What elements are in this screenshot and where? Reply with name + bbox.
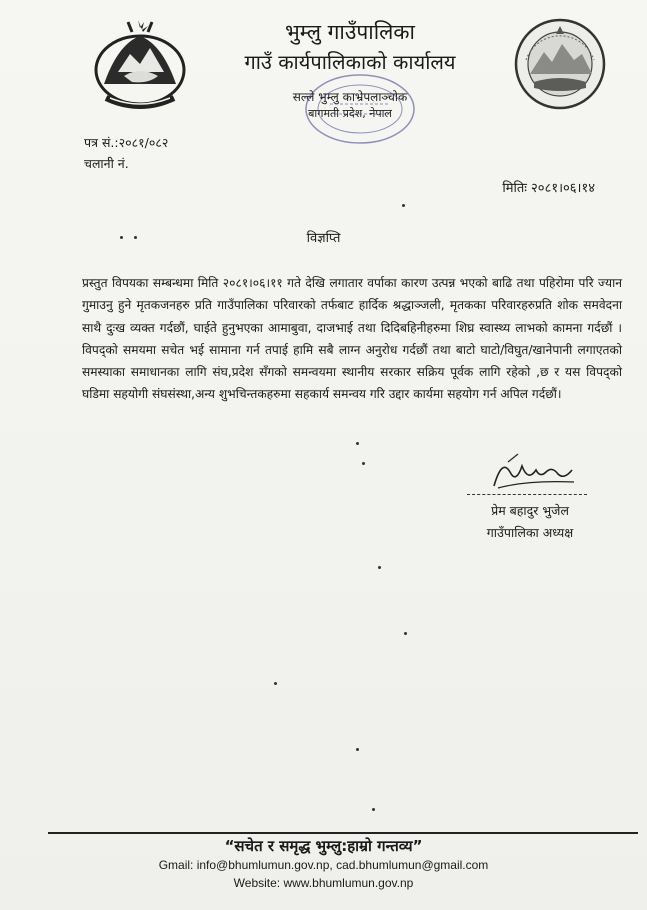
signature-line: [467, 494, 587, 495]
office-name: गाउँ कार्यपालिकाको कार्यालय: [244, 50, 456, 74]
scan-speck: [402, 204, 405, 207]
footer-website: Website: www.bhumlumun.gov.np: [233, 876, 414, 890]
footer-divider: [48, 832, 638, 834]
letter-reference-number: पत्र सं.:२०८१/०८२: [84, 135, 169, 150]
notice-body: प्रस्तुत विपयका सम्बन्धमा मिति २०८१।०६।११ गते देखि लगातार वर्पाका कारण उत्पन्न भएको बाढि तथा पहिरोमा परि ज्यान गुमाउनु हुने मृतकजनहरु प्रति गाउँपालिका परिवारको तर्फबाट हार्दिक श्रद्धाञ्जली, मृतकका परिवारहरुप्रति शोक समवेदना साथै दुःख व्यक्त गर्दछौं, घाईते हुनुभएका आमाबुवा, दाजभाई तथा दिदिबहिनीहरुमा शिघ्र स्वास्थ्य लाभको कामना गर्दछौं । विपद्को समयमा सचेत भई सामाना गर्न तपाई हामि सबै लाग्न अनुरोध गर्दछौं तथा बाटो घाटो/विघुत/खानेपानी लगाएतको समस्याका समाधानका लागि संघ,प्रदेश सँगको समन्वयमा स्थानीय सरकार सक्रिय पूर्वक लागि रहेको ,छ र यस विपद्को घडिमा सहयोगी संघसंस्था,अन्य शुभचिन्तकहरुमा सहकार्य समन्वय गरि उद्दार कार्यमा सहयोग गर्न अपिल गर्दछौं।: [82, 276, 622, 402]
signatory-role: गाउँपालिका अध्यक्ष: [486, 525, 574, 540]
scan-speck: [378, 566, 381, 569]
scan-speck: [356, 442, 359, 445]
office-stamp: [300, 70, 420, 148]
footer-slogan: “सचेत र समृद्ध भुम्लु:हाम्रो गन्तव्य”: [224, 837, 423, 855]
municipality-name: भुम्लु गाउँपालिका: [285, 20, 415, 44]
scan-speck: [372, 808, 375, 811]
municipality-logo: [512, 16, 608, 112]
handwritten-signature: [488, 452, 578, 494]
scan-speck: [404, 632, 407, 635]
footer-email: Gmail: info@bhumlumun.gov.np, cad.bhumlumun@gmail.com: [158, 858, 489, 872]
scan-speck: [356, 748, 359, 751]
notice-title: विज्ञप्ति: [306, 231, 341, 246]
scan-speck: [134, 236, 137, 239]
address-line-2: बागमती प्रदेश, नेपाल: [308, 107, 392, 120]
letter-date: मितिः २०८१।०६।१४: [502, 181, 595, 196]
scan-speck: [120, 236, 123, 239]
dispatch-number: चलानी नं.: [84, 156, 129, 171]
scan-speck: [362, 462, 365, 465]
address-line-1: सल्ले भुम्लु काभ्रेपलाञ्चोक: [292, 90, 408, 104]
national-emblem-logo: [88, 14, 192, 114]
signatory-name: प्रेम बहादुर भुजेल: [491, 503, 569, 518]
scan-speck: [274, 682, 277, 685]
